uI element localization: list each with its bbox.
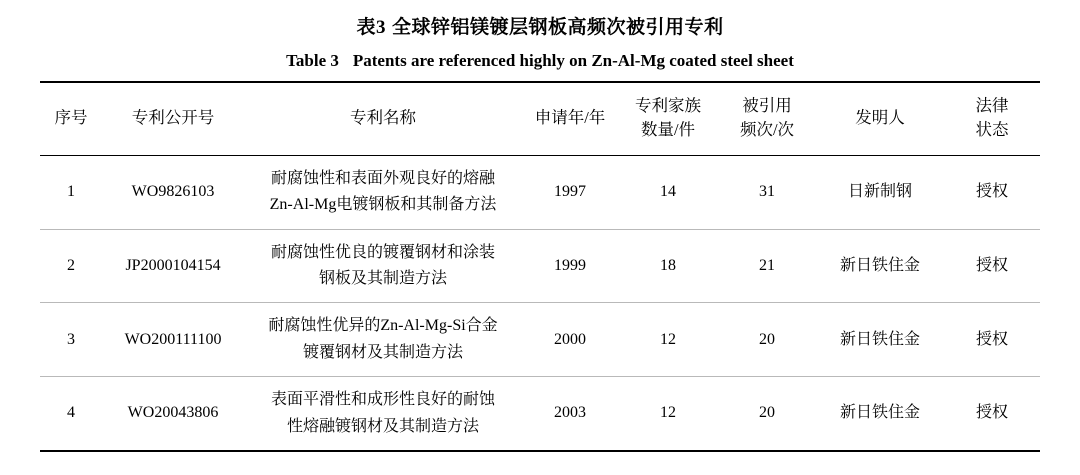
column-header-cited-count-line-1: 被引用: [742, 96, 792, 115]
cell-publication-number: WO200111100: [102, 303, 244, 377]
cell-cited-count: 31: [718, 155, 816, 229]
column-header-application-year: [522, 82, 618, 155]
cell-legal-status: 授权: [944, 155, 1040, 229]
cell-family-count: 12: [618, 377, 718, 451]
table-header-row: [40, 82, 1040, 155]
column-header-application-year-line-1: 申请年/年: [534, 107, 606, 127]
cell-cited-count: 20: [718, 377, 816, 451]
table-caption-chinese-number: 表3: [356, 17, 386, 38]
cell-legal-status: 授权: [944, 303, 1040, 377]
column-header-patent-title: [244, 82, 522, 155]
table-row: [40, 303, 1040, 377]
cell-cited-count: 21: [718, 229, 816, 303]
cell-patent-title: [244, 303, 522, 377]
cell-legal-status: 授权: [944, 377, 1040, 451]
cell-cited-count: 20: [718, 303, 816, 377]
cell-patent-title-line-2: 钢板及其制造方法: [318, 270, 447, 288]
cell-publication-number: WO9826103: [102, 155, 244, 229]
cell-index: 3: [40, 303, 102, 377]
table-row: [40, 155, 1040, 229]
column-header-family-count-line-2: 数量/件: [640, 119, 696, 139]
column-header-index-line-1: 序号: [54, 107, 88, 127]
column-header-family-count-line-1: 专利家族: [635, 96, 701, 115]
column-header-index: [40, 82, 102, 155]
patents-table: [40, 81, 1040, 452]
cell-family-count: 12: [618, 303, 718, 377]
cell-patent-title: [244, 229, 522, 303]
cell-patent-title: [244, 155, 522, 229]
table-body: [40, 155, 1040, 451]
column-header-legal-status-line-2: 状态: [975, 119, 1009, 139]
cell-application-year: 1999: [522, 229, 618, 303]
column-header-publication-number: [102, 82, 244, 155]
cell-application-year: 2003: [522, 377, 618, 451]
table-caption-english-text: Patents are referenced highly on Zn-Al-Mg coated steel sheet: [352, 51, 794, 70]
table-caption-chinese: [40, 0, 1040, 41]
cell-patent-title-line-1: 耐腐蚀性优良的镀覆钢材和涂装: [270, 243, 495, 261]
table-caption-english: [40, 41, 1040, 81]
cell-family-count: 14: [618, 155, 718, 229]
table-row: [40, 377, 1040, 451]
cell-patent-title-line-2: Zn-Al-Mg电镀钢板和其制备方法: [269, 196, 497, 214]
cell-index: 2: [40, 229, 102, 303]
cell-family-count: 18: [618, 229, 718, 303]
cell-index: 1: [40, 155, 102, 229]
cell-patent-title-line-1: 表面平滑性和成形性良好的耐蚀: [270, 391, 495, 409]
cell-patent-title-line-1: 耐腐蚀性优异的Zn-Al-Mg-Si合金: [268, 317, 498, 335]
column-header-inventor: [816, 82, 944, 155]
column-header-legal-status-line-1: 法律: [975, 96, 1009, 115]
table-row: [40, 229, 1040, 303]
cell-inventor: 新日铁住金: [816, 229, 944, 303]
column-header-family-count: [618, 82, 718, 155]
cell-patent-title-line-2: 镀覆钢材及其制造方法: [302, 343, 463, 361]
column-header-publication-number-line-1: 专利公开号: [131, 107, 215, 127]
cell-index: 4: [40, 377, 102, 451]
cell-inventor: 新日铁住金: [816, 377, 944, 451]
cell-patent-title: [244, 377, 522, 451]
cell-legal-status: 授权: [944, 229, 1040, 303]
column-header-patent-title-line-1: 专利名称: [350, 107, 416, 127]
cell-publication-number: JP2000104154: [102, 229, 244, 303]
cell-inventor: 日新制钢: [816, 155, 944, 229]
table-caption-english-number: Table 3: [286, 51, 339, 70]
cell-publication-number: WO20043806: [102, 377, 244, 451]
cell-patent-title-line-2: 性熔融镀钢材及其制造方法: [286, 417, 479, 435]
cell-patent-title-line-1: 耐腐蚀性和表面外观良好的熔融: [270, 169, 495, 187]
table-caption-chinese-text: 全球锌铝镁镀层钢板高频次被引用专利: [392, 17, 724, 38]
table-header: [40, 82, 1040, 155]
cell-application-year: 1997: [522, 155, 618, 229]
cell-inventor: 新日铁住金: [816, 303, 944, 377]
column-header-cited-count: [718, 82, 816, 155]
column-header-cited-count-line-2: 频次/次: [739, 119, 795, 139]
cell-application-year: 2000: [522, 303, 618, 377]
column-header-legal-status: [944, 82, 1040, 155]
column-header-inventor-line-1: 发明人: [855, 107, 905, 127]
